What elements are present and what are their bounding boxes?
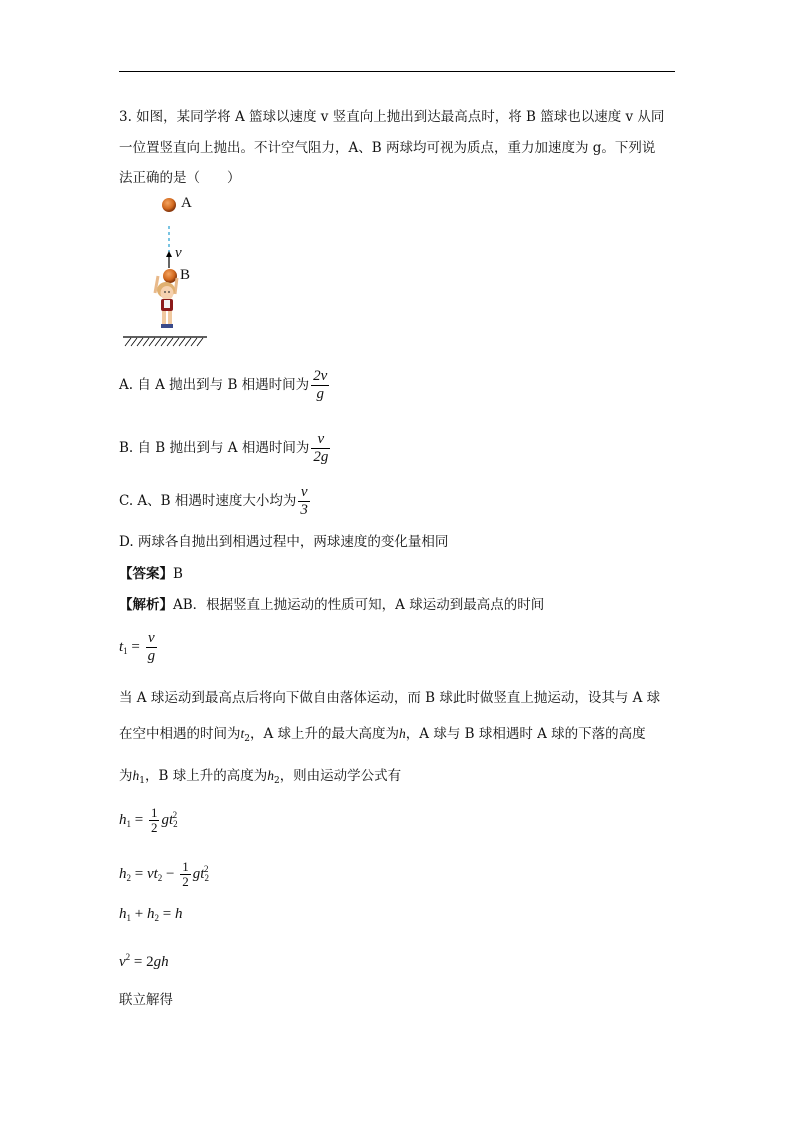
option-a-text: A. 自 A 抛出到与 B 相遇时间为 [119, 377, 310, 393]
equation-h1: $h_1$ = $\frac{1}{2}$ $gt_2^2$ [119, 805, 178, 835]
option-d[interactable]: D. 两球各自抛出到相遇过程中，两球速度的变化量相同 [119, 534, 449, 550]
figure-drawing [119, 190, 219, 350]
ball-b [163, 269, 177, 283]
p2-part-b: ，A 球上升的最大高度为 [250, 726, 400, 742]
eq1-denominator: 2 [150, 820, 158, 835]
t1-numerator: v [146, 630, 158, 648]
question-line-3: 法正确的是（ ） [119, 170, 241, 186]
eq1-numerator: 1 [150, 805, 158, 820]
option-b-text: B. 自 B 抛出到与 A 相遇时间为 [119, 440, 310, 456]
velocity-arrow-head [166, 251, 172, 257]
option-a[interactable] [119, 368, 331, 403]
answer-value: B [173, 566, 183, 582]
question-line-1: 3. 如图，某同学将 A 篮球以速度 v 竖直向上抛出到达最高点时，将 B 篮球也以速度 v 从同 [119, 109, 665, 125]
answer-tag: 【答案】 [119, 566, 173, 582]
eq2-numerator: 1 [182, 859, 189, 874]
label-v: v [175, 245, 182, 261]
option-a-numerator: 2v [313, 368, 328, 384]
equation-h2: $h_2 = vt_2$ − $\frac{1}{2}$ $gt_2^2$ [119, 859, 209, 889]
figure-basketball-throw [119, 190, 219, 350]
option-b-numerator: v [311, 431, 330, 449]
option-c-numerator: v [298, 484, 310, 502]
eq2-denominator: 2 [182, 874, 189, 889]
ball-a [162, 198, 176, 212]
student-figure [155, 276, 177, 328]
question-line-2: 一位置竖直向上抛出。不计空气阻力，A、B 两球均可视为质点，重力加速度为 g。下列说 [119, 140, 656, 156]
option-c-text: C. A、B 相遇时速度大小均为 [119, 493, 297, 509]
analysis-intro-line [119, 593, 544, 613]
eq2-fraction [180, 860, 191, 889]
analysis-paragraph-2: 在空中相遇的时间为$t_2$，A 球上升的最大高度为h，A 球与 B 球相遇时 A 球的下落的高度 [119, 726, 646, 744]
option-b-fraction [311, 431, 330, 466]
header-rule [119, 71, 675, 72]
equation-h-sum: $h_1 + h_2 = h$ [119, 906, 183, 923]
option-a-fraction [311, 368, 329, 403]
analysis-intro: AB．根据竖直上抛运动的性质可知，A 球运动到最高点的时间 [173, 597, 545, 613]
t1-subscript: 1 [123, 645, 128, 656]
analysis-paragraph-3: 为$h_1$，B 球上升的高度为$h_2$，则由运动学公式有 [119, 768, 402, 786]
eq1-fraction [149, 806, 160, 835]
p2-part-a: 在空中相遇的时间为 [119, 726, 241, 742]
p3-part-a: 为 [119, 768, 133, 784]
equation-v-squared: $v^2 = 2gh$ [119, 952, 169, 970]
label-a: A [181, 195, 192, 211]
option-c-denominator: 3 [300, 502, 308, 518]
ground-hatch [125, 338, 203, 346]
option-a-denominator: g [316, 386, 324, 402]
analysis-paragraph-1: 当 A 球运动到最高点后将向下做自由落体运动，而 B 球此时做竖直上抛运动，设其与 A 球 [119, 690, 661, 706]
answer-line [119, 562, 183, 582]
p2-part-c: ，A 球与 B 球相遇时 A 球的下落的高度 [405, 726, 646, 742]
analysis-tag: 【解析】 [119, 597, 173, 613]
t1-fraction [146, 630, 158, 665]
label-b: B [180, 267, 191, 283]
option-b[interactable] [119, 431, 332, 466]
t1-denominator: g [147, 648, 156, 664]
option-b-denominator: 2g [313, 449, 329, 465]
option-c[interactable] [119, 484, 312, 519]
option-c-fraction [298, 484, 310, 519]
t1-symbol: t [119, 638, 124, 655]
equation-t1: $t_1$ = $\frac{v}{g}$ [119, 630, 156, 664]
p3-part-c: ，则由运动学公式有 [279, 768, 402, 784]
p3-part-b: ，B 球上升的高度为 [144, 768, 268, 784]
analysis-conclusion: 联立解得 [119, 992, 173, 1008]
